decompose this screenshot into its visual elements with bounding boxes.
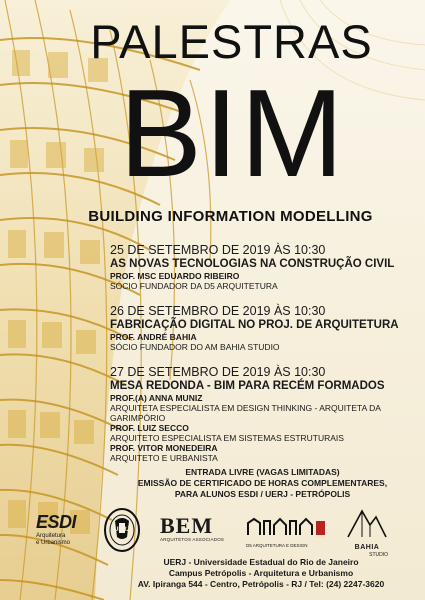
event-info [100, 467, 425, 500]
talk-title: AS NOVAS TECNOLOGIAS NA CONSTRUÇÃO CIVIL [110, 258, 395, 270]
speaker-name: PROF. VITOR MONEDEIRA [110, 443, 218, 453]
esdi-sub2: e Urbanismo [36, 540, 71, 546]
footer-line: Campus Petrópolis - Arquitetura e Urbanismo [168, 568, 354, 578]
bahia-sub: STUDIO [369, 552, 388, 558]
d5-mark-icon [246, 517, 328, 537]
subtitle: BUILDING INFORMATION MODELLING [88, 208, 373, 225]
talk-title: FABRICAÇÃO DIGITAL NO PROJ. DE ARQUITETURA [110, 319, 399, 331]
footer [96, 557, 425, 590]
esdi-wordmark: ESDI [36, 512, 77, 532]
esdi-logo [36, 513, 88, 553]
talk-title: MESA REDONDA - BIM PARA RECÉM FORMADOS [110, 380, 385, 392]
speaker-name: PROF. LUIZ SECCO [110, 423, 189, 433]
speaker-role: ARQUITETO ESPECIALISTA EM SISTEMAS ESTRUTURAIS [110, 433, 344, 443]
talk-date: 27 DE SETEMBRO DE 2019 ÀS 10:30 [110, 365, 326, 379]
title-line-1: PALESTRAS [90, 15, 373, 68]
speaker-name: PROF. ANDRÉ BAHIA [110, 332, 197, 342]
talk-item [110, 243, 422, 291]
uerj-seal [103, 507, 141, 553]
talk-item [110, 365, 422, 463]
speaker-role: SÓCIO FUNDADOR DO AM BAHIA STUDIO [110, 342, 280, 352]
speaker-role: SÓCIO FUNDADOR DA D5 ARQUITETURA [110, 281, 278, 291]
uerj-wordmark: UERJ [113, 527, 130, 533]
speaker-role: ARQUITETA ESPECIALISTA EM DESIGN THINKING - ARQUITETA DA GARIMPÓRIO [110, 403, 381, 423]
talk-item [110, 304, 422, 352]
d5-sub: D5 ARQUITETURA E DESIGN [246, 543, 308, 548]
footer-line: UERJ - Universidade Estadual do Rio de Janeiro [163, 557, 359, 567]
bem-logo [160, 515, 230, 551]
bahia-logo [344, 505, 390, 558]
info-line: ENTRADA LIVRE (VAGAS LIMITADAS) [185, 467, 340, 477]
speaker-name: PROF.(A) ANNA MUNIZ [110, 393, 203, 403]
bem-sub: ARQUITETOS ASSOCIADOS [160, 537, 225, 542]
esdi-sub1: Arquitetura [36, 533, 66, 539]
talk-date: 25 DE SETEMBRO DE 2019 ÀS 10:30 [110, 243, 326, 257]
sponsor-logos [0, 505, 425, 557]
talk-list [110, 243, 422, 476]
footer-line: AV. Ipiranga 544 - Centro, Petrópolis - RJ / Tel: (24) 2247-3620 [137, 579, 385, 589]
info-line: EMISSÃO DE CERTIFICADO DE HORAS COMPLEMENTARES, [137, 478, 388, 488]
bem-wordmark: BEM [160, 513, 214, 538]
bahia-mark-icon [344, 505, 390, 539]
talk-date: 26 DE SETEMBRO DE 2019 ÀS 10:30 [110, 304, 326, 318]
d5-logo [246, 517, 328, 551]
speaker-role: ARQUITETO E URBANISTA [110, 453, 218, 463]
speaker-name: PROF. MSC EDUARDO RIBEIRO [110, 271, 240, 281]
title-line-2: BIM [119, 65, 346, 203]
info-line: PARA ALUNOS ESDI / UERJ - PETRÓPOLIS [174, 489, 351, 499]
bahia-wordmark: BAHIA [354, 544, 380, 551]
